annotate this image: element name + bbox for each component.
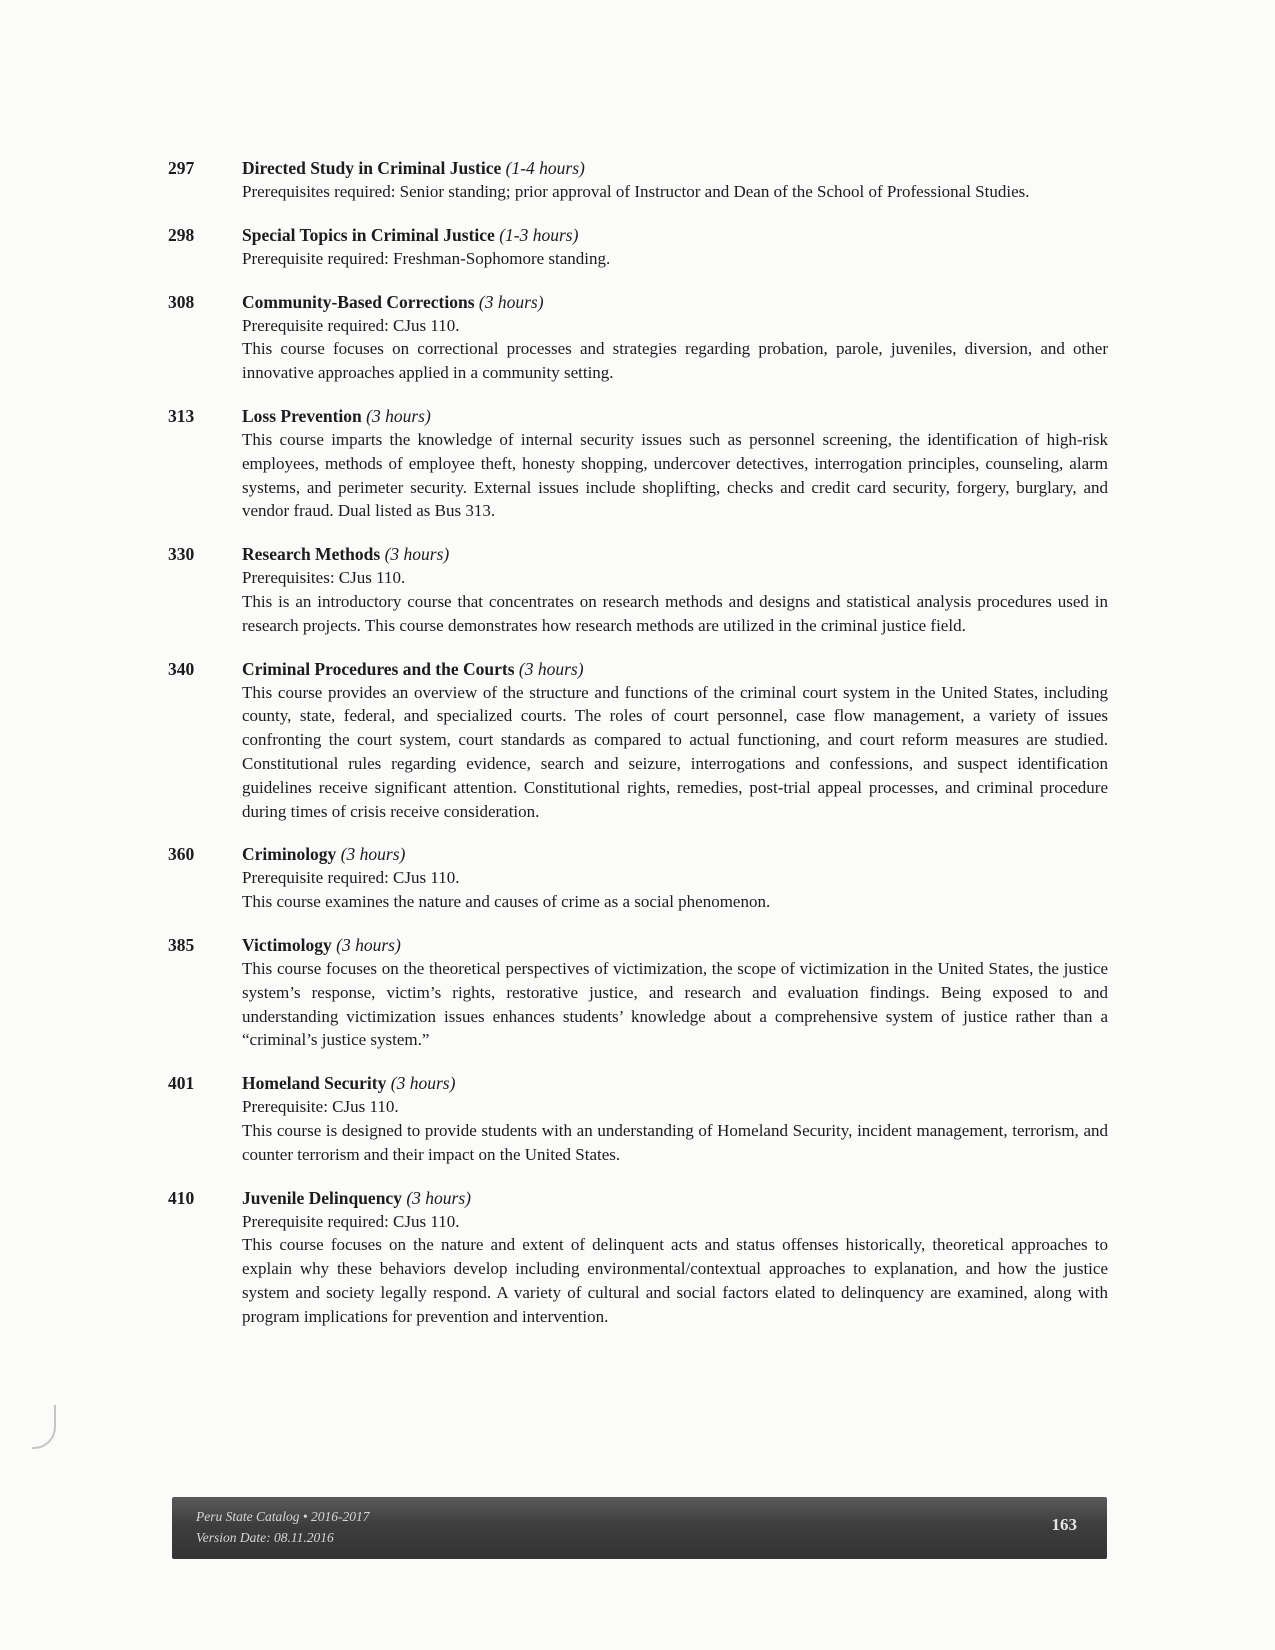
course-body: [242, 1186, 1108, 1329]
course-prerequisite: Prerequisite required: CJus 110.: [242, 868, 460, 888]
course-entry-340: [168, 657, 1108, 824]
page-footer: [172, 1497, 1107, 1559]
course-number: 313: [168, 405, 195, 426]
course-description: This course focuses on the nature and extent of delinquent acts and status offenses historically, theoretical approaches to explain why these behaviors develop including environmental/contextual approaches to explanation, and how the justice system and society legally respond. A variety of cultural and social factors elated to delinquency are examined, along with program implications for prevention and intervention.: [242, 1235, 1108, 1326]
course-title: Community-Based Corrections: [242, 291, 475, 312]
course-body: [242, 542, 1108, 637]
course-number: 330: [168, 544, 195, 565]
course-number: 297: [168, 158, 195, 178]
course-hours: (1-4 hours): [505, 158, 585, 178]
course-heading: [242, 657, 1108, 681]
course-hours: (3 hours): [336, 934, 401, 955]
course-title: Research Methods: [242, 544, 381, 565]
course-prerequisite: Prerequisite required: CJus 110.: [242, 315, 460, 335]
course-number: 410: [168, 1187, 195, 1208]
course-description: This is an introductory course that concentrates on research methods and designs and statistical analysis procedures used in research projects. This course demonstrates how research methods are utilized in the criminal justice field.: [242, 591, 1108, 635]
course-heading: [242, 156, 1108, 180]
course-hours: (3 hours): [366, 405, 431, 426]
course-heading: [242, 842, 1108, 866]
course-hours: (3 hours): [478, 291, 544, 312]
course-entry-330: [168, 542, 1108, 637]
course-body: [242, 156, 1108, 204]
course-prerequisite: Prerequisite required: CJus 110.: [242, 1211, 460, 1231]
course-title: Juvenile Delinquency: [242, 1187, 402, 1208]
course-hours: (3 hours): [390, 1073, 456, 1094]
course-body: [242, 1071, 1108, 1166]
course-body: [242, 842, 1108, 914]
course-body: [242, 404, 1108, 523]
course-number: 385: [168, 934, 195, 955]
course-description: This course focuses on correctional processes and strategies regarding probation, parole, juveniles, diversion, and other innovative approaches applied in a community setting.: [242, 339, 1108, 383]
course-number: 298: [168, 224, 195, 245]
course-heading: [242, 1071, 1108, 1095]
course-entry-313: [168, 404, 1108, 523]
course-hours: (3 hours): [518, 658, 584, 679]
course-description: This course is designed to provide students with an understanding of Homeland Security, incident management, terrorism, and counter terrorism and their impact on the United States.: [242, 1120, 1108, 1164]
course-heading: [242, 1186, 1108, 1210]
course-description: This course provides an overview of the structure and functions of the criminal court system in the United States, including county, state, federal, and specialized courts. The roles of court personnel, case flow management, a variety of issues confronting the court system, court standards as compared to actual functioning, and court reform measures are studied. Constitutional rules regarding evidence, search and seizure, interrogations and confessions, and suspect identification guidelines receive significant attention. Constitutional rights, remedies, post-trial appeal processes, and criminal procedure during times of crisis receive consideration.: [242, 682, 1108, 821]
course-entry-410: [168, 1186, 1108, 1329]
course-entry-297: [168, 156, 1108, 204]
course-heading: [242, 404, 1108, 428]
course-entry-298: [168, 223, 1108, 271]
course-entry-360: [168, 842, 1108, 914]
footer-version-date: Version Date: 08.11.2016: [196, 1530, 334, 1545]
course-entry-401: [168, 1071, 1108, 1166]
course-heading: [242, 542, 1108, 566]
course-entry-308: [168, 290, 1108, 385]
course-hours: (3 hours): [340, 844, 406, 865]
course-body: [242, 290, 1108, 385]
course-prerequisite: Prerequisites required: Senior standing; prior approval of Instructor and Dean of the School of Professional Studies.: [242, 182, 1030, 201]
course-prerequisite: Prerequisite: CJus 110.: [242, 1097, 399, 1117]
course-prerequisite: Prerequisite required: Freshman-Sophomore standing.: [242, 248, 611, 268]
course-hours: (3 hours): [384, 544, 450, 565]
page-number: 163: [1051, 1515, 1077, 1534]
course-description: This course imparts the knowledge of internal security issues such as personnel screening, the identification of high-risk employees, methods of employee theft, honesty shopping, undercover detectives, interrogation principles, counseling, alarm systems, and perimeter security. External issues include shoplifting, checks and credit card security, forgery, burglary, and vendor fraud. Dual listed as Bus 313.: [242, 429, 1108, 521]
course-body: [242, 223, 1108, 271]
course-entry-385: [168, 933, 1108, 1052]
course-prerequisite: Prerequisites: CJus 110.: [242, 568, 406, 588]
course-heading: [242, 290, 1108, 314]
course-list: [168, 156, 1108, 1329]
course-title: Victimology: [242, 934, 332, 955]
course-body: [242, 933, 1108, 1052]
course-number: 308: [168, 291, 195, 312]
course-hours: (1-3 hours): [499, 224, 579, 245]
course-title: Loss Prevention: [242, 405, 362, 426]
course-description: This course examines the nature and causes of crime as a social phenomenon.: [242, 892, 771, 912]
course-title: Special Topics in Criminal Justice: [242, 224, 495, 245]
course-number: 340: [168, 658, 195, 679]
course-title: Directed Study in Criminal Justice: [242, 158, 502, 178]
course-title: Criminology: [242, 844, 337, 865]
course-number: 401: [168, 1073, 195, 1094]
course-description: This course focuses on the theoretical perspectives of victimization, the scope of victimization in the United States, the justice system’s response, victim’s rights, restorative justice, and research and evaluation findings. Being exposed to and understanding victimization issues enhances students’ knowledge about a comprehensive system of justice rather than a “criminal’s justice system.”: [242, 958, 1108, 1050]
course-hours: (3 hours): [406, 1187, 471, 1208]
course-body: [242, 657, 1108, 824]
course-heading: [242, 223, 1108, 247]
footer-catalog-info: [196, 1506, 369, 1548]
course-heading: [242, 933, 1108, 957]
footer-catalog-title: Peru State Catalog • 2016-2017: [196, 1509, 370, 1524]
course-title: Homeland Security: [242, 1073, 387, 1094]
course-number: 360: [168, 844, 195, 865]
course-title: Criminal Procedures and the Courts: [242, 658, 515, 679]
scan-artifact: [32, 1405, 56, 1449]
